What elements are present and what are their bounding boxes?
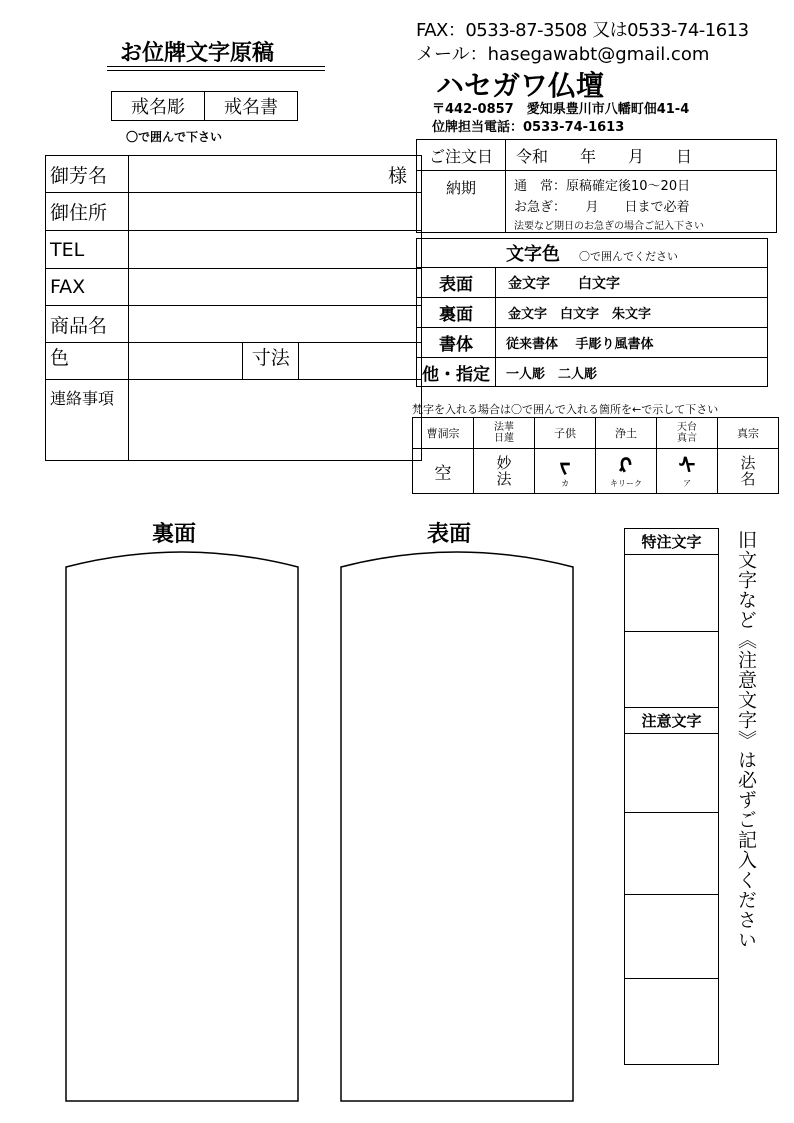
- letter-color-note: 〇で囲んでください: [579, 250, 679, 263]
- char-a-reading: ア: [683, 478, 691, 488]
- delivery-normal: 通 常：原稿確定後10～20日: [514, 179, 691, 194]
- char-ku[interactable]: 空: [413, 449, 474, 494]
- tel-field[interactable]: [129, 231, 422, 269]
- sect-shin: 真宗: [718, 418, 779, 449]
- back-tablet[interactable]: [60, 545, 304, 1105]
- back-color-options[interactable]: 金文字 白文字 朱文字: [496, 298, 768, 328]
- other-label: 他・指定: [417, 358, 496, 387]
- letter-color-title: 文字色: [505, 244, 560, 265]
- front-color-label: 表面: [417, 268, 496, 298]
- char-a[interactable]: [657, 449, 718, 494]
- delivery-note: 法要など期日のお急ぎの場合ご記入下さい: [514, 221, 704, 232]
- engrave-option-carve[interactable]: 戒名彫: [112, 92, 205, 121]
- special-char-box-1[interactable]: [625, 555, 719, 632]
- product-field[interactable]: [129, 306, 422, 343]
- size-field[interactable]: [299, 343, 422, 380]
- caution-char-box-4[interactable]: [625, 979, 719, 1065]
- name-label: 御芳名: [46, 156, 129, 193]
- char-ka[interactable]: [535, 449, 596, 494]
- notes-label: 連絡事項: [46, 380, 129, 461]
- caution-char-box-3[interactable]: [625, 895, 719, 979]
- delivery-label: 納期: [417, 171, 506, 233]
- fax-label: FAX: [46, 269, 129, 306]
- sect-soto: 曹洞宗: [413, 418, 474, 449]
- size-label: 寸法: [243, 343, 299, 380]
- special-chars-table: [624, 528, 719, 1065]
- font-style-label: 書体: [417, 328, 496, 358]
- address-label: 御住所: [46, 193, 129, 231]
- sect-child: 子供: [535, 418, 596, 449]
- char-ka-reading: カ: [561, 478, 569, 488]
- address-field[interactable]: [129, 193, 422, 231]
- char-homyo[interactable]: 法 名: [718, 449, 779, 494]
- special-char-box-2[interactable]: [625, 632, 719, 708]
- order-date-field[interactable]: 令和 年 月 日: [506, 140, 777, 171]
- customer-info-table: [45, 155, 422, 461]
- sanskrit-table: [412, 417, 779, 494]
- bonji-a-icon: ᠰ: [678, 452, 696, 479]
- form-title: お位牌文字原稿: [120, 41, 275, 66]
- other-options[interactable]: 一人彫 二人彫: [496, 358, 768, 387]
- back-color-label: 裏面: [417, 298, 496, 328]
- sect-hokke: 法華 日蓮: [474, 418, 535, 449]
- sect-jodo: 浄土: [596, 418, 657, 449]
- vertical-note: 旧文字など《注意文字》は必ずご記入ください: [735, 530, 757, 950]
- company-address: 〒442-0857 愛知県豊川市八幡町佃41-4: [432, 102, 690, 117]
- contact-mail: メール：hasegawabt@gmail.com: [416, 44, 710, 65]
- sect-tendai: 天台 真言: [657, 418, 718, 449]
- color-field[interactable]: [129, 343, 243, 380]
- caution-char-box-2[interactable]: [625, 813, 719, 895]
- back-label: 裏面: [152, 522, 197, 547]
- font-style-options[interactable]: 従来書体 手彫り風書体: [496, 328, 768, 358]
- order-table: [416, 139, 777, 233]
- color-label: 色: [46, 343, 129, 380]
- front-color-options[interactable]: 金文字 白文字: [496, 268, 768, 298]
- sanskrit-note: 梵字を入れる場合は〇で囲んで入れる箇所を←で示して下さい: [412, 403, 719, 416]
- bonji-kiriku-icon: ᡘ: [619, 452, 633, 479]
- special-chars-label: 特注文字: [625, 529, 719, 555]
- product-label: 商品名: [46, 306, 129, 343]
- delivery-field[interactable]: [506, 171, 777, 233]
- company-phone: 位牌担当電話：0533-74-1613: [432, 120, 625, 135]
- caution-char-box-1[interactable]: [625, 734, 719, 813]
- fax-field[interactable]: [129, 269, 422, 306]
- title-underline: [107, 66, 325, 71]
- letter-color-header: [417, 239, 768, 268]
- name-field[interactable]: 様: [129, 156, 422, 193]
- tel-label: TEL: [46, 231, 129, 269]
- delivery-rush: お急ぎ： 月 日まで必着: [514, 200, 690, 215]
- engrave-options: [111, 91, 298, 121]
- bonji-ka-icon: ᠵ: [559, 452, 571, 479]
- notes-field[interactable]: [129, 380, 422, 461]
- circle-note: 〇で囲んで下さい: [126, 130, 223, 144]
- char-kiriku-reading: キリーク: [610, 478, 642, 488]
- caution-chars-label: 注意文字: [625, 708, 719, 734]
- front-tablet[interactable]: [335, 545, 579, 1105]
- order-date-label: ご注文日: [417, 140, 506, 171]
- contact-fax: FAX：0533-87-3508 又は0533-74-1613: [416, 20, 749, 41]
- company-name: ハセガワ仏壇: [436, 69, 605, 102]
- char-kiriku[interactable]: [596, 449, 657, 494]
- letter-color-table: [416, 238, 768, 387]
- engrave-option-write[interactable]: 戒名書: [205, 92, 298, 121]
- char-myoho[interactable]: 妙 法: [474, 449, 535, 494]
- front-label: 表面: [427, 522, 472, 547]
